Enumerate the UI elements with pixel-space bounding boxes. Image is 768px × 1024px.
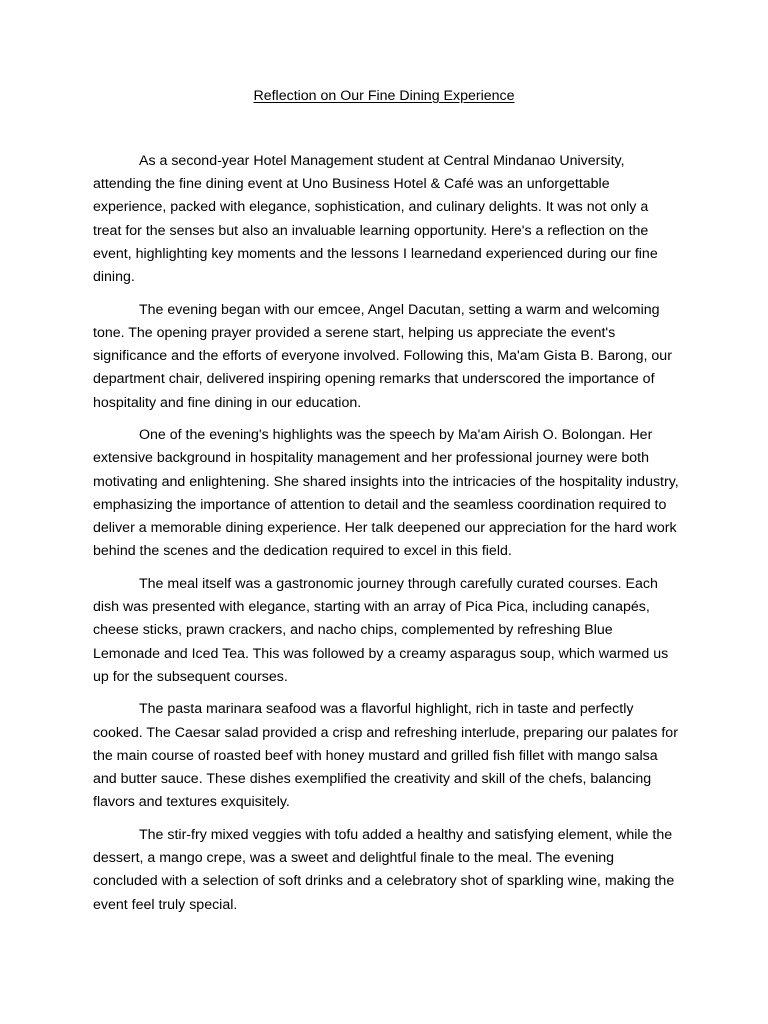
document-title: Reflection on Our Fine Dining Experience (253, 88, 515, 104)
paragraph-meal: The meal itself was a gastronomic journey through carefully curated courses. Each dish was presented with elegance, starting with an array of Pica Pica, including canapés, cheese sticks, prawn crackers, and nacho chips, complemented by refreshing Blue Lemonade and Iced Tea. This was followed by a creamy asparagus soup, which warmed us up for the subsequent courses. (93, 575, 669, 685)
document-body (93, 150, 679, 926)
paragraph-dessert: The stir-fry mixed veggies with tofu added a healthy and satisfying element, while the dessert, a mango crepe, was a sweet and delightful finale to the meal. The evening concluded with a selection of soft drinks and a celebratory shot of sparkling wine, making the event feel truly special. (93, 826, 675, 913)
paragraph-opening: The evening began with our emcee, Angel Dacutan, setting a warm and welcoming tone. The opening prayer provided a serene start, helping us appreciate the event's significance and the efforts of everyone involved. Following this, Ma'am Gista B. Barong, our department chair, delivered inspiring opening remarks that underscored the importance of hospitality and fine dining in our education. (93, 301, 672, 411)
paragraph-main-course: The pasta marinara seafood was a flavorful highlight, rich in taste and perfectly cooked. The Caesar salad provided a crisp and refreshing interlude, preparing our palates for the main course of roasted beef with honey mustard and grilled fish fillet with mango salsa and butter sauce. These dishes exemplified the creativity and skill of the chefs, balancing flavors and textures exquisitely. (93, 701, 678, 811)
paragraph-speech: One of the evening's highlights was the speech by Ma'am Airish O. Bolongan. Her extensive background in hospitality management and her professional journey were both motivating and enlightening. She shared insights into the intricacies of the hospitality industry, emphasizing the importance of attention to detail and the seamless coordination required to deliver a memorable dining experience. Her talk deepened our appreciation for the hard work behind the scenes and the dedication required to excel in this field. (93, 427, 679, 560)
paragraph-intro: As a second-year Hotel Management student at Central Mindanao University, attending the fine dining event at Uno Business Hotel & Café was an unforgettable experience, packed with elegance, sophistication, and culinary delights. It was not only a treat for the senses but also an invaluable learning opportunity. Here's a reflection on the event, highlighting key moments and the lessons I learnedand experienced during our fine dining. (93, 153, 658, 286)
